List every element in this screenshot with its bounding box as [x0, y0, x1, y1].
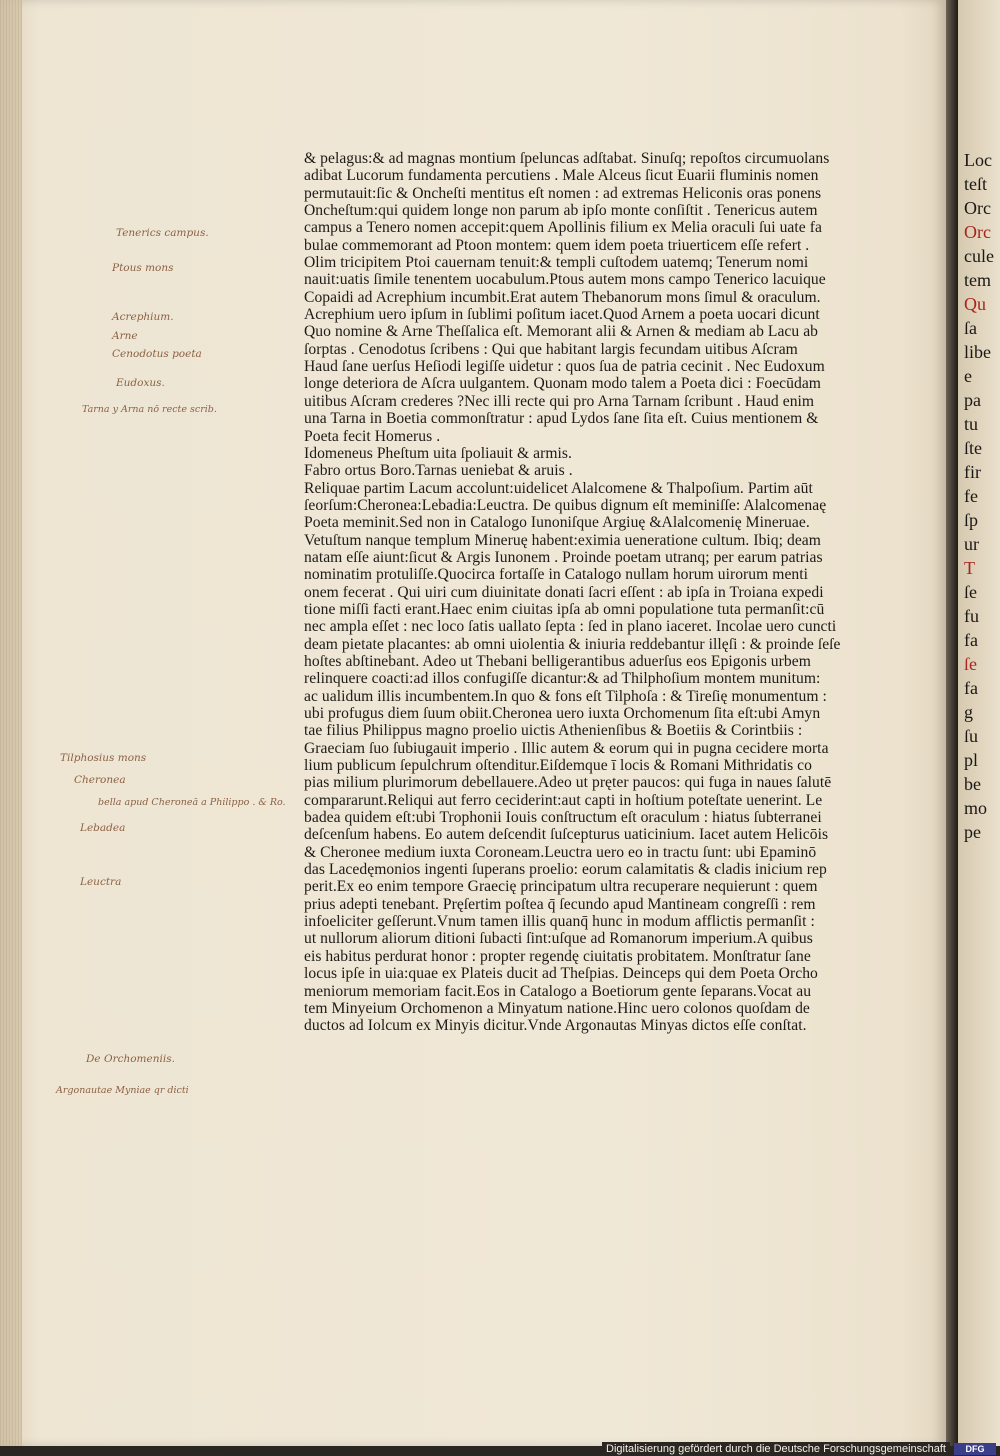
facing-page-fragment: [958, 0, 1000, 1446]
text-line: perit.Ex eo enim tempore Graecię principatum ultra recuperare nequierunt : quem: [304, 878, 818, 896]
margin-note: Cenodotus poeta: [112, 348, 202, 360]
text-line: eis habitus perdurat honor : propter regendę ciuitatis probitatem. Monſtratur ſane: [304, 947, 811, 965]
text-line: Fabro ortus Boro.Tarnas ueniebat & aruis .: [304, 462, 573, 480]
text-line: permutauit:ſic & Oncheſti mentitus eſt nomen : ad extremas Heliconis oras ponens: [304, 184, 822, 202]
text-line: ac ualidum illis incumbentem.In quo & fons eſt Tilphoſa : & Tireſię monumentum :: [304, 687, 827, 705]
text-line: meniorum memoriam facit.Eos in Catalogo a Boetiorum gente ſeparans.Vocat au: [304, 982, 812, 1000]
facing-page-text: mo: [964, 798, 988, 818]
facing-page-text: be: [964, 774, 981, 794]
facing-page-text: cule: [964, 246, 994, 266]
text-line: das Lacedęmonios ingenti ſuperans proelio: eorum calamitatis & cladis inicium rep: [304, 861, 827, 879]
text-line: prius adepti tenebant. Pręſertim poſtea q̄ ſecundo apud Mantineam congreſſi : rem: [304, 895, 816, 913]
facing-page-text: pe: [964, 822, 981, 842]
facing-page-text: Loc: [964, 150, 992, 170]
facing-page-text: fa: [964, 678, 978, 698]
margin-note: Argonautae Myniae qr dicti: [56, 1085, 189, 1096]
facing-page-text: fe: [964, 486, 978, 506]
text-line: & Cheronee medium iuxta Coroneam.Leuctra uero eo in tractu ſunt: ubi Epaminō: [304, 843, 817, 861]
text-line: Reliquae partim Lacum accolunt:uidelicet Alalcomene & Thalpoſium. Partim aūt: [304, 479, 813, 497]
text-line: uitibus Aſcram crederes ?Nec illi recte qui pro Arna Tarnam ſcribunt . Haud enim: [304, 392, 815, 410]
main-text-column: [304, 150, 878, 1035]
text-line: compararunt.Reliqui aut ferro ceciderint:aut capti in hoſtium poteſtate uenerint. Le: [304, 791, 823, 809]
facing-page-text: ſe: [964, 654, 977, 674]
text-line: campus a Tenero nomen accepit:quem Apollinis filium ex Melia oraculi ſui uate fa: [304, 219, 822, 237]
text-line: nauit:uatis ſimile tenentem uocabulum.Ptous autem mons campo Tenerico lacuique: [304, 271, 826, 289]
facing-page-text: Orc: [964, 198, 991, 218]
text-line: ubi profugus diem ſuum obiit.Cheronea uero iuxta Orchomenum ſita eſt:ubi Amyn: [304, 705, 821, 722]
text-line: lium publicum ſepulchrum oſtenditur.Eiſdemque ī locis & Romani Mithridatis co: [304, 757, 812, 775]
text-line: ut nullorum aliorum ditioni ſubacti ſint:uſque ad Romanorum imperium.A quibus: [304, 930, 813, 948]
text-line: natam eſſe aiunt:ſicut & Argis Iunonem . Proinde poetam utranq; per earum patrias: [304, 548, 823, 566]
text-line: Graeciam ſuo ſubiugauit imperio . Illic autem & eorum qui in pugna cecidere morta: [304, 739, 829, 757]
margin-note: Lebadea: [80, 822, 126, 834]
text-line: Olim tricipitem Ptoi cauernam tenuit:& templi cuſtodem uatemq; Tenerum nomi: [304, 254, 809, 272]
text-line: deam pietate placantes: ab omni uiolentia & iniuria reddebantur illęſi : & proinde ſeſe: [304, 635, 841, 653]
text-line: nec ampla eſſet : nec loco ſatis uallato ſepta : ſed in plano iaceret. Incolae uero cuncti: [304, 618, 837, 636]
text-line: bulae commemorant ad Ptoon montem: quem idem poeta triuerticem eſſe refert .: [304, 236, 810, 254]
text-line: Oncheſtum:qui quidem longe non parum ab ipſo monte conſiſtit . Tenericus autem: [304, 202, 818, 220]
text-line: pias milium plurimorum debellauere.Adeo ut pręter paucos: qui fuga in naues ſalutē: [304, 774, 832, 792]
facing-page-text: pa: [964, 390, 981, 410]
facing-page-text: ſte: [964, 438, 982, 458]
facing-page-text: e: [964, 366, 972, 386]
text-line: deſcenſum habens. Eo autem deſcendit ſuſcepturus uaticinium. Iacet autem Helicōis: [304, 826, 829, 844]
margin-note: bella apud Cheroneā a Philippo . & Ro.: [98, 797, 286, 808]
page-edge-stack: [0, 0, 22, 1446]
text-line: Quo nomine & Arne Theſſalica eſt. Memorant alii & Arnen & mediam ab Lacu ab: [304, 323, 819, 341]
facing-page-text: pl: [964, 750, 979, 770]
text-line: una Tarna in Boetia commonſtratur : apud Lydos ſane ſita eſt. Cuius mentionem &: [304, 410, 819, 428]
dfg-logo: DFG: [954, 1443, 996, 1455]
margin-note: Tenerics campus.: [116, 227, 209, 239]
text-line: relinquere coacti:ad illos confugiſſe dicantur:& ad Thilphoſium montem munitum:: [304, 670, 821, 688]
text-line: badea quidem eſt:ubi Trophonii Iouis conſtructum eſt oraculum : hiatus ſubterranei: [304, 809, 822, 827]
facing-page-text: ur: [964, 534, 979, 554]
text-line: Vetuſtum nanque templum Mineruę habent:eximia ueneratione cultum. Ibiq; deam: [304, 531, 821, 549]
facing-page-text: Qu: [964, 294, 986, 314]
text-line: adibat Lucorum fundamenta percutiens . Male Alceus ſicut Euarii fluminis nomen: [304, 167, 819, 185]
margin-note: Acrephium.: [112, 311, 174, 323]
facing-page-text: g: [964, 702, 973, 722]
facing-page-text: tu: [964, 414, 979, 434]
text-line: Poeta fecit Homerus .: [304, 427, 441, 445]
text-line: Poeta meminit.Sed non in Catalogo Iunoniſque Argiuę &Alalcomenię Mineruae.: [304, 514, 810, 532]
facing-page-text: fa: [964, 630, 978, 650]
text-line: & pelagus:& ad magnas montium ſpeluncas adſtabat. Sinuſq; repoſtos circumuolans: [304, 150, 830, 167]
text-line: nominatim protuliſſe.Quocirca fortaſſe in Catalogo nullam horum uirorum menti: [304, 566, 809, 584]
margin-note: De Orchomeniis.: [86, 1053, 175, 1065]
facing-page-text: tem: [964, 270, 991, 290]
text-line: ſorptas . Cenodotus ſcribens : Qui que habitant largis fecundam uitibus Aſcram: [304, 340, 798, 358]
footer-credit: Digitalisierung gefördert durch die Deutsche Forschungsgemeinschaft: [602, 1442, 950, 1456]
text-line: locus ipſe in uia:quae ex Plateis ducit ad Theſpias. Deinceps qui dem Poeta Orcho: [304, 965, 818, 983]
facing-page-text: ſa: [964, 318, 977, 338]
text-line: Idomeneus Pheſtum uita ſpoliauit & armis.: [304, 444, 572, 462]
margin-note: Tarna y Arna nō recte scrib.: [82, 404, 217, 415]
margin-note: Ptous mons: [112, 262, 174, 274]
text-line: infoeliciter geſſerunt.Vnum tamen illis quanq̄ hunc in modum afflictis permanſit :: [304, 913, 815, 931]
text-line: tem Minyeium Orchomenon a Minyatum natione.Hinc uero colonos quoſdam de: [304, 999, 810, 1017]
margin-note: Leuctra: [80, 876, 122, 888]
facing-page-text: teſt: [964, 174, 987, 194]
facing-page-text: ſp: [964, 510, 979, 530]
text-line: ſeorſum:Cheronea:Lebadia:Leuctra. De quibus dignum eſt meminiſſe: Alalcomenaę: [304, 496, 827, 514]
facing-page-text: ſu: [964, 726, 979, 746]
text-line: Acrephium uero ipſum in ſublimi poſitum iacet.Quod Arnem a poeta uocari dicunt: [304, 306, 820, 324]
text-line: tae filius Philippus magno proelio uictis Athenienſibus & Boetiis & Corintbiis :: [304, 722, 803, 740]
book-gutter: [946, 0, 958, 1446]
margin-note: Eudoxus.: [116, 377, 165, 389]
facing-page-text: fir: [964, 462, 981, 482]
text-line: ductos ad Iolcum ex Minyis dicitur.Vnde Argonautas Minyas dictos eſſe conſtat.: [304, 1017, 807, 1035]
text-line: onem fecerat . Qui uiri cum diuinitate donati ſacri eſſent : ab ipſa in Troiana expedi: [304, 583, 824, 601]
text-line: hoſtes abſtinebant. Adeo ut Thebani belligerantibus aduerſus eos Epigonis urbem: [304, 652, 811, 670]
text-line: Copaidi ad Acrephium incumbit.Erat autem Thebanorum mons ſimul & oraculum.: [304, 288, 821, 306]
facing-page-text: fu: [964, 606, 979, 626]
margin-note: Cheronea: [74, 774, 126, 786]
text-line: Haud ſane uerſus Heſiodi legiſſe uidetur : quos ſua de patria cecinit . Nec Eudoxum: [304, 358, 825, 376]
text-line: longe deteriora de Aſcra uulgantem. Quonam modo talem a Poeta dici : Foecūdam: [304, 375, 821, 393]
margin-note: Arne: [112, 330, 138, 342]
text-line: tione miſſi facti erant.Haec enim ciuitas ipſa ab omni populatione tuta permanſit:cū: [304, 600, 825, 618]
margin-note: Tilphosius mons: [60, 752, 147, 764]
facing-page-text: T: [964, 558, 975, 578]
facing-page-text: libe: [964, 342, 991, 362]
facing-page-text: Orc: [964, 222, 991, 242]
facing-page-text: ſe: [964, 582, 977, 602]
